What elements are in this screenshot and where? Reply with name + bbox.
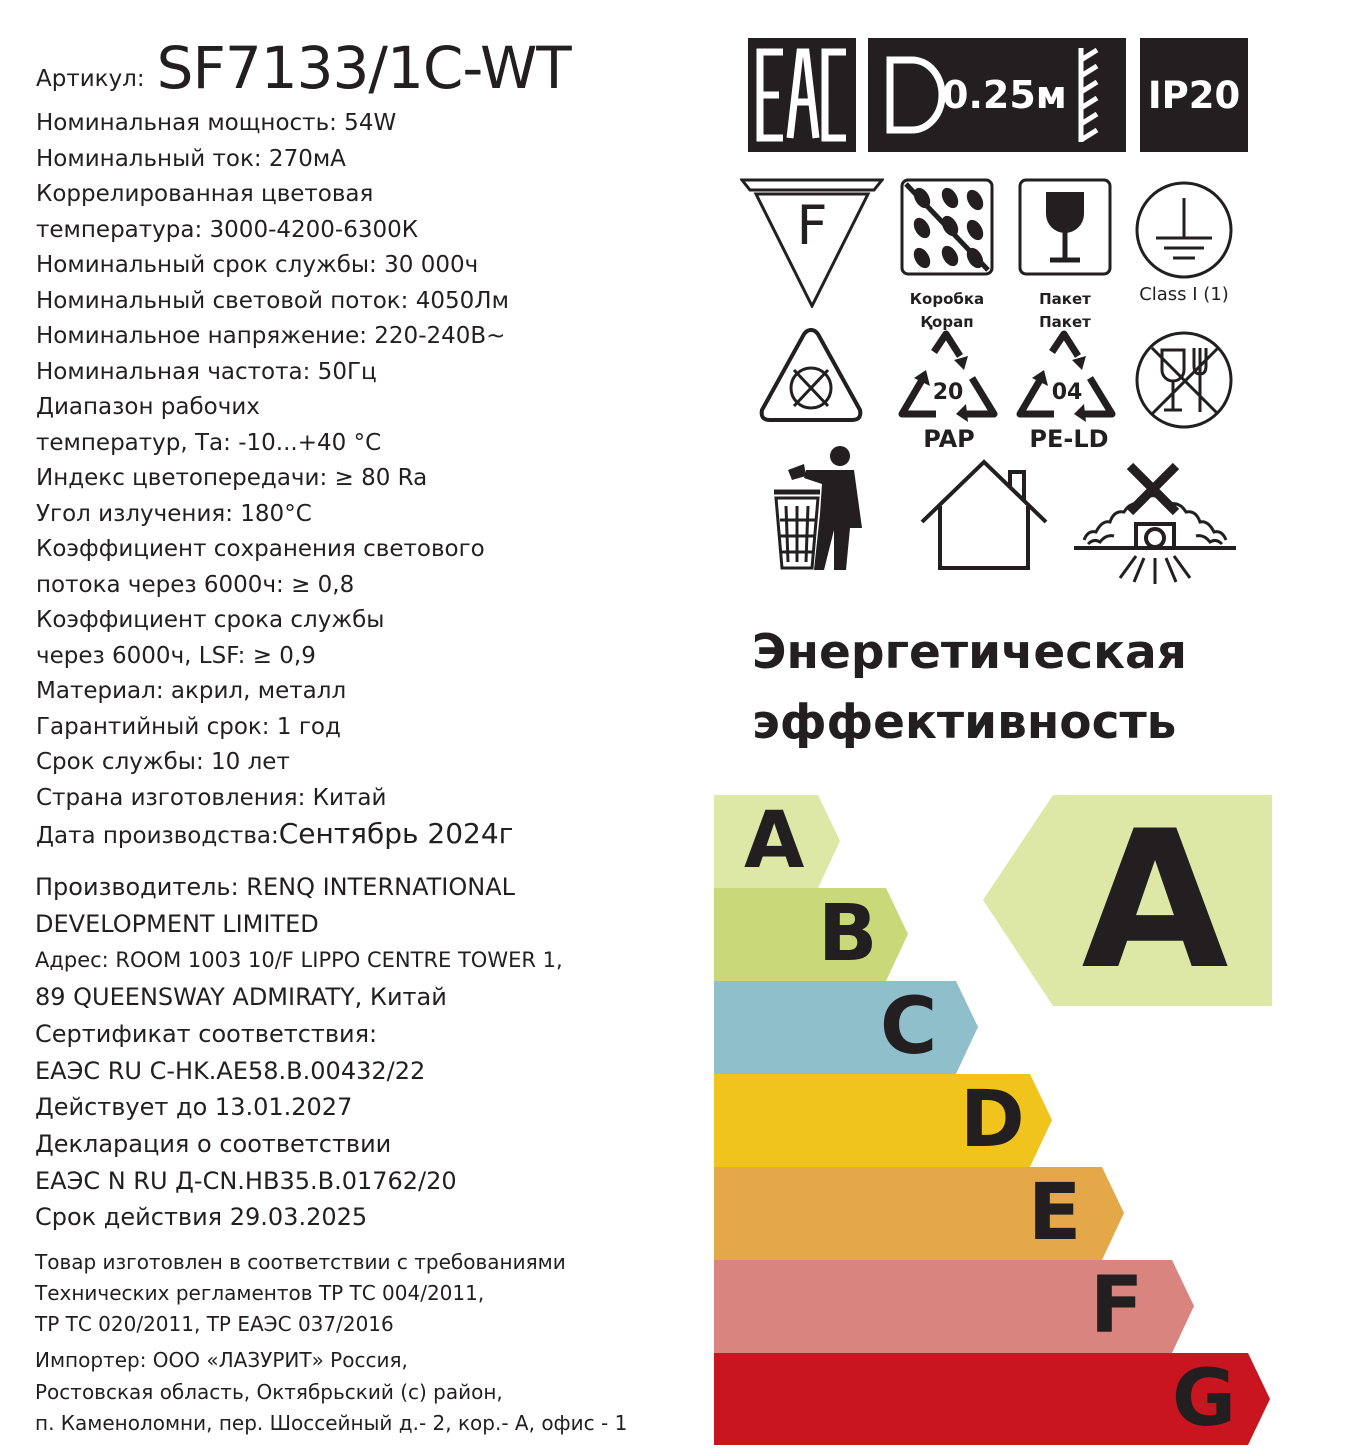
certificate-line: Действует до 13.01.2027: [35, 1093, 353, 1122]
certificate-line: ЕАЭС RU C-HK.AE58.B.00432/22: [35, 1056, 426, 1085]
pe-label: PE-LD: [1029, 425, 1109, 453]
importer-line: Ростовская область, Октябрьский (с) район,: [35, 1379, 503, 1404]
article-label: Артикул:: [36, 66, 145, 92]
box-caption: [896, 288, 998, 334]
spec-line: температур, Та: -10...+40 °С: [36, 429, 382, 456]
indoor-use-house-icon: [918, 458, 1050, 572]
not-food-contact-icon: [1134, 330, 1234, 430]
energy-title-line: эффективность: [752, 695, 1177, 750]
dispose-in-bin-icon: [770, 444, 874, 572]
eac-logo-icon: [748, 38, 856, 152]
energy-letter-b: B: [818, 889, 878, 979]
spec-line: Номинальный световой поток: 4050Лм: [36, 287, 509, 314]
spec-line: температура: 3000-4200-6300К: [36, 216, 419, 243]
pap-number: 20: [932, 380, 964, 405]
importer-line: Импортер: ООО «ЛАЗУРИТ» Россия,: [35, 1348, 408, 1372]
eac-mark: [748, 38, 856, 152]
manufacturer-line: Производитель: RENQ INTERNATIONAL: [35, 873, 516, 901]
declaration-line: ЕАЭС N RU Д-CN.HB35.B.01762/20: [35, 1166, 457, 1195]
spec-line: Страна изготовления: Китай: [36, 784, 387, 811]
energy-title: [752, 618, 1187, 758]
spec-line: Коэффициент сохранения светового: [36, 536, 485, 562]
energy-letter-a: A: [744, 796, 805, 886]
spec-line: Номинальный срок службы: 30 000ч: [36, 252, 479, 278]
f-mark-letter: F: [796, 194, 828, 257]
bag-caption: [1014, 288, 1116, 334]
energy-bar-c: [714, 981, 978, 1074]
pap-label: PAP: [923, 425, 975, 453]
energy-letter-d: D: [960, 1075, 1025, 1165]
recycle-pe-icon: [1014, 330, 1120, 422]
spec-line: Гарантийный срок: 1 год: [36, 713, 341, 740]
energy-title-line: Энергетическая: [752, 625, 1187, 680]
production-date: [36, 816, 686, 855]
spec-line: Срок службы: 10 лет: [36, 749, 290, 775]
manufacturer-line: 89 QUEENSWAY ADMIRATY, Китай: [35, 983, 447, 1012]
surface-hatch-icon: [1075, 38, 1105, 152]
recycle-pap-icon: [896, 330, 1002, 422]
energy-letter-c: C: [880, 982, 938, 1072]
fragile-glass-icon: [1018, 178, 1112, 276]
spec-line: Номинальная частота: 50Гц: [36, 358, 377, 385]
protective-earth-icon: [1134, 180, 1234, 280]
lamp-distance-icon: [876, 38, 946, 152]
declaration-line: Срок действия 29.03.2025: [35, 1203, 368, 1232]
energy-bar-b: [714, 888, 908, 981]
no-covering-triangle-icon: [758, 326, 864, 424]
spec-column: [36, 30, 686, 855]
manufacturer-line: DEVELOPMENT LIMITED: [35, 909, 319, 938]
certificate-line: Сертификат соответствия:: [35, 1019, 378, 1048]
manufacturer-address: Адрес: ROOM 1003 10/F LIPPO CENTRE TOWER 1,: [35, 948, 563, 973]
box-caption-line: Қорап: [920, 313, 974, 331]
manufacturer-block: [35, 869, 563, 1236]
distance-text: 0.25м: [942, 73, 1067, 117]
importer-line: п. Каменоломни, пер. Шоссейный д.- 2, кор.- А, офис - 1: [35, 1411, 628, 1435]
regulation-line: Технических регламентов ТР ТС 004/2011,: [35, 1281, 485, 1305]
spec-line: Угол излучения: 180°С: [36, 500, 312, 527]
energy-letter-g: G: [1172, 1354, 1237, 1444]
regulation-line: Товар изготовлен в соответствии с требованиями: [35, 1250, 566, 1274]
production-date-value: Сентябрь 2024г: [278, 817, 514, 850]
no-insulation-cover-icon: [1074, 460, 1236, 584]
bag-caption-line: Пакет: [1039, 290, 1091, 308]
spec-line: через 6000ч, LSF: ≥ 0,9: [36, 642, 316, 669]
spec-line: Диапазон рабочих: [36, 394, 260, 420]
pe-number: 04: [1051, 380, 1083, 405]
spec-line: потока через 6000ч: ≥ 0,8: [36, 571, 355, 598]
spec-line: Номинальный ток: 270мА: [36, 145, 346, 172]
production-date-label: Дата производства:: [36, 823, 279, 849]
regulations-block: [35, 1247, 566, 1340]
energy-letter-e: E: [1028, 1168, 1082, 1258]
importer-block: [35, 1345, 627, 1440]
ip-text: IP20: [1147, 73, 1241, 117]
spec-line: Номинальная мощность: 54W: [36, 110, 397, 136]
spec-line: Индекс цветопередачи: ≥ 80 Ra: [36, 465, 428, 491]
energy-rating-letter: A: [1081, 790, 1229, 1011]
distance-mark: [868, 38, 1126, 152]
spec-line: Коэффициент срока службы: [36, 607, 385, 633]
leaf-cross-icon: [900, 178, 994, 276]
regulation-line: ТР ТС 020/2011, ТР ЕАЭС 037/2016: [35, 1312, 394, 1336]
spec-line: Материал: акрил, металл: [36, 678, 347, 704]
energy-letter-f: F: [1090, 1261, 1144, 1351]
article-row: [36, 30, 686, 106]
declaration-line: Декларация о соответствии: [35, 1129, 392, 1158]
class-caption: Class I (1): [1139, 284, 1229, 305]
ip-mark: [1140, 38, 1248, 152]
bag-caption-line: Пакет: [1039, 313, 1091, 331]
spec-line: Коррелированная цветовая: [36, 181, 374, 207]
box-caption-line: Коробка: [909, 290, 985, 308]
article-code: SF7133/1C-WT: [156, 34, 571, 102]
spec-line: Номинальное напряжение: 220-240В~: [36, 323, 506, 349]
